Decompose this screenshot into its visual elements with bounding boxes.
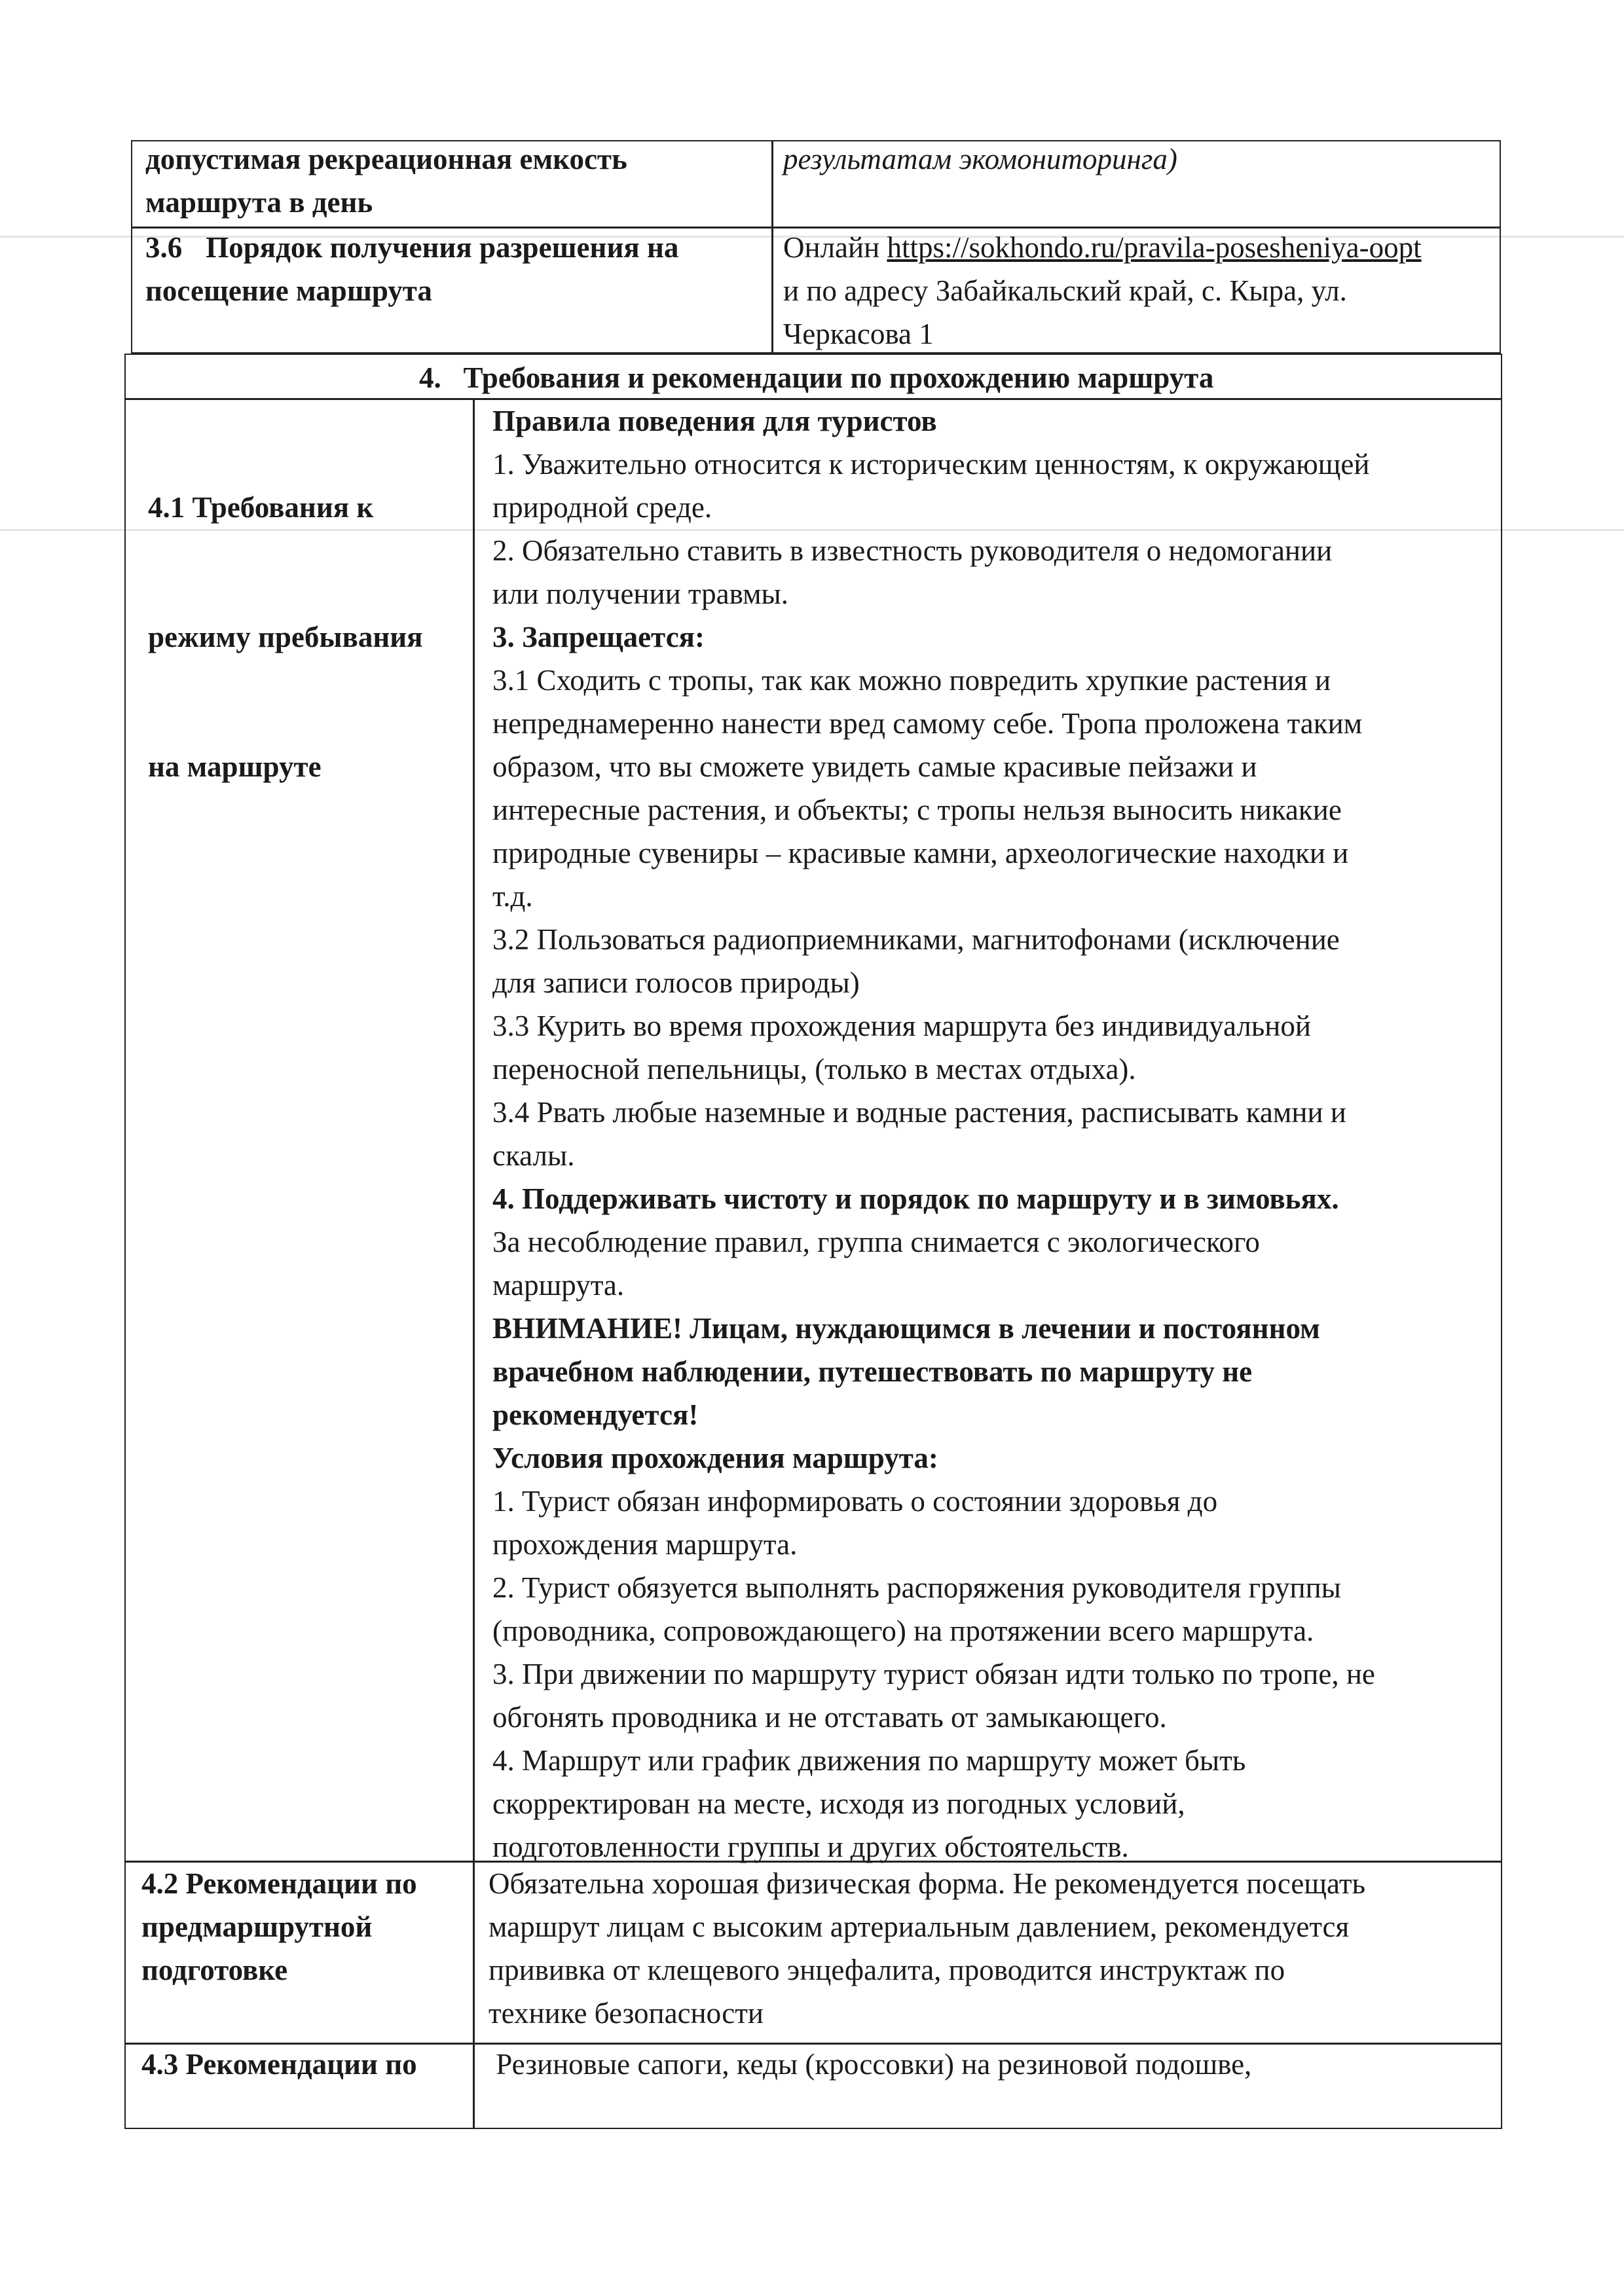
row-4-3-body: Резиновые сапоги, кеды (кроссовки) на резиновой подошве, (489, 2048, 1252, 2081)
rules-line: 3.2 Пользоваться радиоприемниками, магнитофонами (исключение (492, 923, 1340, 956)
row-4-2-body (489, 1862, 1365, 2035)
row-4-2-label-line-2: предмаршрутной (141, 1910, 373, 1943)
row-3-6-label (145, 226, 678, 312)
rules-line: образом, что вы сможете увидеть самые красивые пейзажи и (492, 750, 1257, 783)
row-4-2-line-2: маршрут лицам с высоким артериальным давлением, рекомендуется (489, 1910, 1350, 1943)
rules-line: 1. Турист обязан информировать о состоянии здоровья до (492, 1485, 1218, 1518)
capacity-label (145, 137, 627, 224)
rules-line: скалы. (492, 1139, 575, 1172)
row-4-2-line-1: Обязательна хорошая физическая форма. Не рекомендуется посещать (489, 1867, 1366, 1900)
rules-line: рекомендуется! (492, 1398, 699, 1431)
rules-line: обгонять проводника и не отставать от замыкающего. (492, 1701, 1167, 1734)
row-4-2-label-line-3: подготовке (141, 1954, 288, 1986)
rules-line: 2. Обязательно ставить в известность руководителя о недомогании (492, 534, 1333, 567)
capacity-label-line-2: маршрута в день (145, 186, 373, 219)
rules-line: Условия прохождения маршрута: (492, 1442, 938, 1474)
address-line-1: и по адресу Забайкальский край, с. Кыра, ул. (783, 274, 1347, 307)
rules-line: прохождения маршрута. (492, 1528, 798, 1561)
row-4-1-label-line-1: 4.1 Требования к (148, 491, 374, 524)
row-4-2-line-3: прививка от клещевого энцефалита, проводится инструктаж по (489, 1954, 1285, 1986)
rules-line: Правила поведения для туристов (492, 405, 937, 437)
rules-line: интересные растения, и объекты; с тропы нельзя выносить никакие (492, 793, 1342, 826)
rules-line: т.д. (492, 880, 533, 913)
row-4-2-label (141, 1862, 417, 1992)
row-4-3-label: 4.3 Рекомендации по (141, 2048, 417, 2081)
row-4-2-line-4: технике безопасности (489, 1997, 764, 2030)
rules-line: 3.4 Рвать любые наземные и водные растения, расписывать камни и (492, 1096, 1346, 1129)
row-3-6-label-line-2: посещение маршрута (145, 274, 432, 307)
capacity-value (783, 137, 1177, 181)
rules-line: 3. Запрещается: (492, 621, 705, 653)
rules-line: За несоблюдение правил, группа снимается с экологического (492, 1226, 1260, 1258)
rules-line: переносной пепельницы, (только в местах отдыха). (492, 1053, 1136, 1085)
row-3-6-number: 3.6 (145, 231, 183, 264)
rules-line: 1. Уважительно относится к историческим ценностям, к окружающей (492, 448, 1370, 481)
rules-line: маршрута. (492, 1269, 625, 1302)
row-4-1-label (148, 399, 423, 875)
row-3-6-label-line-1: Порядок получения разрешения на (206, 231, 679, 264)
rules-line: скорректирован на месте, исходя из погодных условий, (492, 1787, 1185, 1820)
rules-line: для записи голосов природы) (492, 966, 860, 999)
row-3-6-value (783, 226, 1422, 355)
rules-line: 3. При движении по маршруту турист обязан идти только по тропе, не (492, 1658, 1375, 1690)
rules-line: 3.3 Курить во время прохождения маршрута без индивидуальной (492, 1010, 1311, 1042)
top-table-column-divider (771, 140, 773, 354)
rules-line: подготовленности группы и других обстоятельств. (492, 1831, 1129, 1863)
rules-line: или получении травмы. (492, 577, 789, 610)
capacity-label-line-1: допустимая рекреационная емкость (145, 143, 627, 175)
section-4-title: 4. Требования и рекомендации по прохождению маршрута (419, 361, 1214, 394)
rules-line: природные сувениры – красивые камни, археологические находки и (492, 837, 1349, 869)
row-4-2-label-line-1: 4.2 Рекомендации по (141, 1867, 417, 1900)
rules-line: непреднамеренно нанести вред самому себе. Тропа проложена таким (492, 707, 1363, 740)
main-table-column-divider (473, 398, 475, 2129)
rules-line: 4. Поддерживать чистоту и порядок по маршруту и в зимовьях. (492, 1182, 1339, 1215)
online-label: Онлайн (783, 231, 887, 264)
address-line-2: Черкасова 1 (783, 318, 934, 350)
row-4-1-label-line-2: режиму пребывания (148, 621, 423, 653)
rules-line: 4. Маршрут или график движения по маршруту может быть (492, 1744, 1246, 1777)
rules-line: ВНИМАНИЕ! Лицам, нуждающимся в лечении и постоянном (492, 1312, 1320, 1345)
capacity-value-line-1: результатам экомониторинга) (783, 143, 1177, 175)
rules-line: 2. Турист обязуется выполнять распоряжения руководителя группы (492, 1571, 1341, 1604)
permit-link[interactable]: https://sokhondo.ru/pravila-posesheniya-oopt (887, 231, 1422, 264)
row-4-1-body (492, 399, 1375, 1868)
rules-line: 3.1 Сходить с тропы, так как можно повредить хрупкие растения и (492, 664, 1331, 697)
rules-line: (проводника, сопровождающего) на протяжении всего маршрута. (492, 1614, 1314, 1647)
row-4-1-label-line-3: на маршруте (148, 750, 322, 783)
rules-line: врачебном наблюдении, путешествовать по маршруту не (492, 1355, 1253, 1388)
rules-line: природной среде. (492, 491, 712, 524)
